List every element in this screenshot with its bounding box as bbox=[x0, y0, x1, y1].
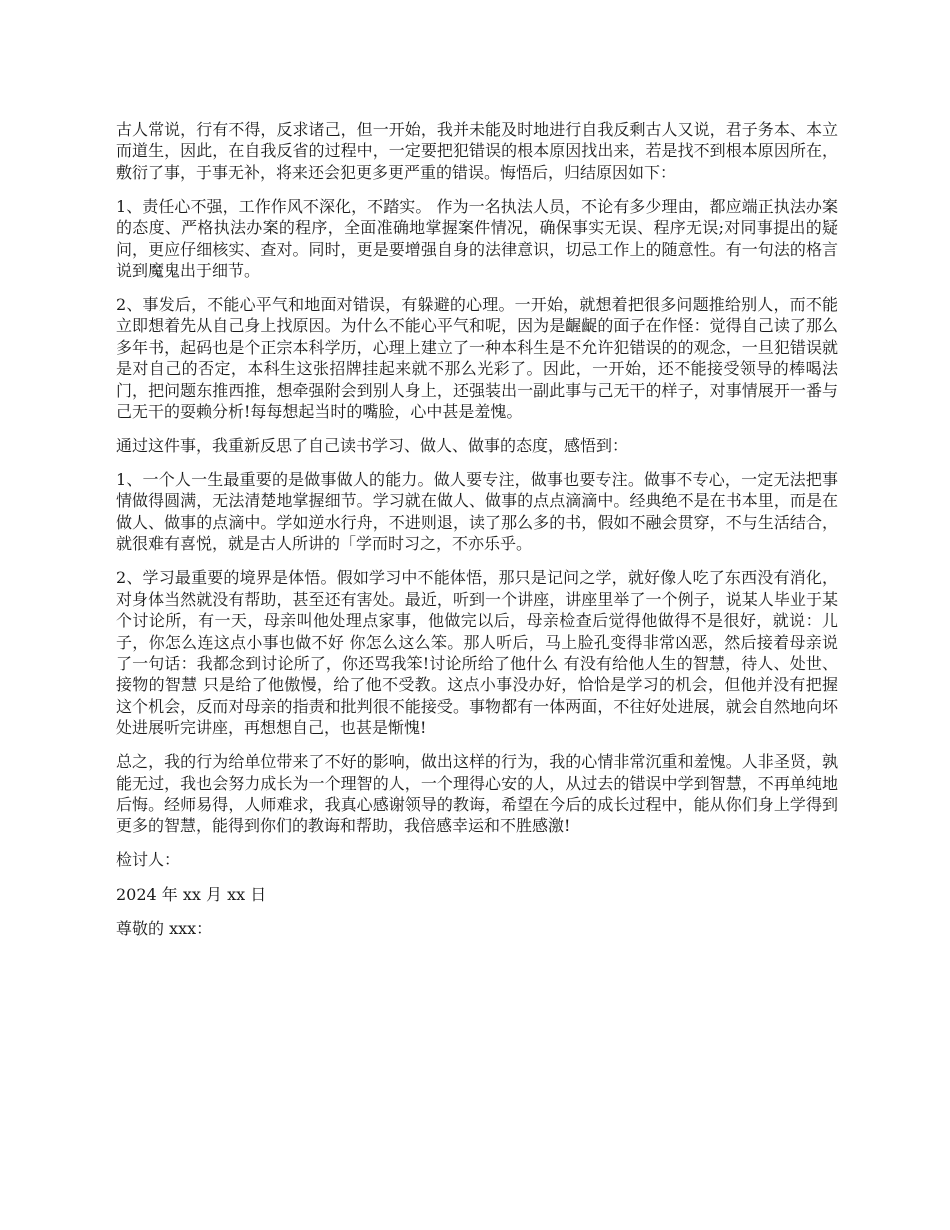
paragraph-reason-1: 1、责任心不强，工作作风不深化，不踏实。 作为一名执法人员，不论有多少理由，都应端正执法办案的态度、严格执法办案的程序，全面准确地掌握案件情况，确保事实无误、程序无误;对同事提出的疑问，更应仔细核实、查对。同时，更是要增强自身的法律意识，切忌工作上的随意性。有一句法的格言说到魔鬼出于细节。 bbox=[116, 196, 838, 281]
paragraph-reason-2: 2、事发后，不能心平气和地面对错误，有躲避的心理。一开始，就想着把很多问题推给别人，而不能立即想着先从自己身上找原因。为什么不能心平气和呢，因为是齷齪的面子在作怪：觉得自己读了那么多年书，起码也是个正宗本科学历，心理上建立了一种本科生是不允许犯错误的的观念，一旦犯错误就是对自己的否定，本科生这张招牌挂起来就不那么光彩了。因此，一开始，还不能接受领导的棒喝法门，把问题东推西推，想牵强附会到别人身上，还强装出一副此事与己无干的样子，对事情展开一番与己无干的耍赖分析!每每想起当时的嘴脸，心中甚是羞愧。 bbox=[116, 295, 838, 422]
paragraph-conclusion: 总之，我的行为给单位带来了不好的影响，做出这样的行为，我的心情非常沉重和羞愧。人非圣贤，孰能无过，我也会努力成长为一个理智的人，一个理得心安的人，从过去的错误中学到智慧，不再单纯地后悔。经师易得，人师难求，我真心感谢领导的教诲，希望在今后的成长过程中，能从你们身上学得到更多的智慧，能得到你们的教诲和帮助，我倍感幸运和不胜感激! bbox=[116, 752, 838, 836]
paragraph-reflection: 通过这件事，我重新反思了自己读书学习、做人、做事的态度，感悟到： bbox=[116, 436, 629, 456]
paragraph-insight-1: 1、一个人一生最重要的是做事做人的能力。做人要专注，做事也要专注。做事不专心，一定无法把事情做得圆满，无法清楚地掌握细节。学习就在做人、做事的点点滴滴中。经典绝不是在书本里，而是在做人、做事的点滴中。学如逆水行舟，不进则退，读了那么多的书，假如不融会贯穿，不与生活结合，就很难有喜悦，就是古人所讲的「学而时习之，不亦乐乎。 bbox=[116, 470, 838, 554]
paragraph-insight-2: 2、学习最重要的境界是体悟。假如学习中不能体悟，那只是记问之学，就好像人吃了东西没有消化，对身体当然就没有帮助，甚至还有害处。最近，听到一个讲座，讲座里举了一个例子，说某人毕业于某个讨论所，有一天，母亲叫他处理点家事，他做完以后，母亲检查后觉得他做得不是很好，就说：儿子，你怎么连这点小事也做不好 你怎么这么笨。那人听后，马上脸孔变得非常凶恶，然后接着母亲说了一句话：我都念到讨论所了，你还骂我笨!讨论所给了他什么 有没有给他人生的智慧，待人、处世、接物的智慧 只是给了他傲慢，给了他不受教。这点小事没办好，恰恰是学习的机会，但他并没有把握这个机会，反而对母亲的指责和批判很不能接受。事物都有一体两面，不往好处进展，就会自然地向坏处进展听完讲座，再想想自己，也甚是惭愧! bbox=[116, 568, 838, 738]
signature-label: 检讨人： bbox=[116, 850, 181, 870]
salutation: 尊敬的 xxx： bbox=[116, 919, 213, 939]
date-line: 2024 年 xx 月 xx 日 bbox=[116, 884, 267, 904]
paragraph-intro: 古人常说，行有不得，反求诸己，但一开始，我并未能及时地进行自我反剩古人又说，君子务本、本立而道生，因此，在自我反省的过程中，一定要把犯错误的根本原因找出来，若是找不到根本原因所在，敷衍了事，于事无补，将来还会犯更多更严重的错误。悔悟后，归结原因如下： bbox=[116, 120, 838, 182]
document-body bbox=[116, 119, 838, 953]
